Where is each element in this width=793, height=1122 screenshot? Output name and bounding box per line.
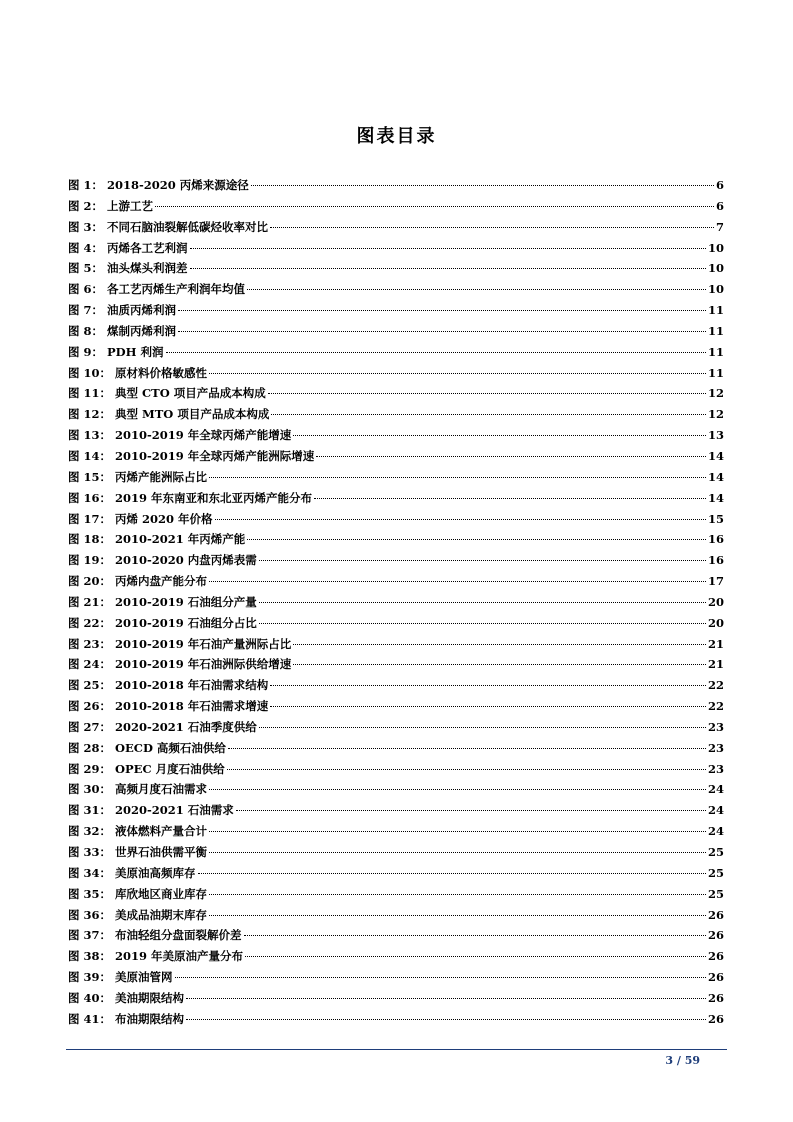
toc-figure-title: 丙烯 2020 年价格 bbox=[115, 511, 213, 526]
toc-page-number: 10 bbox=[707, 282, 724, 297]
toc-figure-number: 图 22： bbox=[68, 615, 112, 630]
toc-figure-number: 图 31： bbox=[68, 803, 112, 818]
toc-page-number: 10 bbox=[707, 240, 724, 255]
toc-dot-leader bbox=[215, 519, 706, 520]
toc-entry[interactable] bbox=[68, 552, 724, 573]
toc-dot-leader bbox=[259, 623, 706, 624]
toc-entry[interactable] bbox=[68, 802, 724, 823]
toc-page-number: 24 bbox=[707, 824, 724, 839]
toc-dot-leader bbox=[198, 873, 706, 874]
toc-figure-title: PDH 利润 bbox=[107, 344, 164, 359]
toc-figure-number: 图 19： bbox=[68, 553, 112, 568]
toc-dot-leader bbox=[190, 248, 706, 249]
toc-page-number: 23 bbox=[707, 719, 724, 734]
page-title: 图表目录 bbox=[356, 126, 437, 147]
toc-page-number: 12 bbox=[707, 386, 724, 401]
toc-figure-title: 不同石脑油裂解低碳烃收率对比 bbox=[107, 219, 269, 234]
toc-page-number: 11 bbox=[707, 344, 724, 359]
toc-figure-title: 2010-2019 石油组分产量 bbox=[115, 594, 257, 609]
toc-figure-number: 图 33： bbox=[68, 845, 112, 859]
toc-figure-number: 图 25： bbox=[68, 678, 112, 693]
toc-figure-number: 图 24： bbox=[68, 657, 112, 672]
toc-figure-number: 图 11： bbox=[68, 386, 112, 401]
toc-figure-title: 油质丙烯利润 bbox=[107, 303, 177, 318]
toc-figure-title: 2010-2018 年石油需求结构 bbox=[115, 678, 269, 693]
toc-dot-leader bbox=[209, 789, 706, 790]
toc-dot-leader bbox=[316, 456, 706, 457]
toc-entry[interactable] bbox=[68, 469, 724, 490]
toc-dot-leader bbox=[270, 227, 714, 228]
toc-dot-leader bbox=[209, 477, 706, 478]
toc-dot-leader bbox=[178, 310, 706, 311]
toc-figure-title: 丙烯内盘产能分布 bbox=[115, 574, 208, 589]
toc-figure-title: 2020-2021 石油季度供给 bbox=[115, 719, 257, 734]
toc-figure-title: 典型 CTO 项目产品成本构成 bbox=[115, 386, 266, 401]
toc-entry[interactable] bbox=[68, 886, 724, 907]
toc-entry[interactable] bbox=[68, 344, 724, 365]
toc-entry[interactable] bbox=[68, 656, 724, 677]
toc-figure-number: 图 1： bbox=[68, 178, 104, 192]
toc-figure-title: 美成品油期末库存 bbox=[115, 907, 208, 922]
toc-figure-number: 图 7： bbox=[68, 303, 104, 318]
toc-page-number: 20 bbox=[707, 615, 724, 630]
toc-figure-title: 美原油高频库存 bbox=[115, 865, 196, 880]
toc-dot-leader bbox=[209, 581, 706, 582]
toc-figure-title: 2020-2021 石油需求 bbox=[115, 803, 234, 818]
toc-dot-leader bbox=[293, 664, 706, 665]
toc-page-number: 22 bbox=[707, 699, 724, 714]
toc-figure-title: 2019 年美原油产量分布 bbox=[115, 949, 244, 964]
toc-page-number: 21 bbox=[707, 636, 724, 651]
toc-page-number: 11 bbox=[707, 323, 724, 338]
toc-figure-title: 高频月度石油需求 bbox=[115, 782, 208, 797]
toc-page-number: 14 bbox=[707, 448, 724, 463]
page-number: 3 / 59 bbox=[665, 1054, 700, 1067]
toc-dot-leader bbox=[271, 414, 706, 415]
toc-figure-number: 图 10： bbox=[68, 365, 112, 380]
toc-figure-number: 图 13： bbox=[68, 428, 112, 443]
toc-dot-leader bbox=[293, 644, 706, 645]
toc-figure-number: 图 5： bbox=[68, 261, 104, 276]
toc-entry[interactable] bbox=[68, 177, 724, 198]
toc-entry[interactable] bbox=[68, 969, 724, 990]
toc-entry[interactable] bbox=[68, 219, 724, 240]
toc-dot-leader bbox=[293, 435, 706, 436]
toc-page-number: 14 bbox=[707, 469, 724, 484]
toc-dot-leader bbox=[209, 831, 706, 832]
toc-page-number: 26 bbox=[707, 990, 724, 1005]
toc-entry[interactable] bbox=[68, 427, 724, 448]
toc-entry[interactable] bbox=[68, 698, 724, 719]
toc-page-number: 26 bbox=[707, 949, 724, 964]
toc-entry[interactable] bbox=[68, 365, 724, 386]
toc-figure-number: 图 37： bbox=[68, 928, 112, 943]
toc-entry[interactable] bbox=[68, 781, 724, 802]
toc-dot-leader bbox=[259, 727, 706, 728]
toc-figure-title: 煤制丙烯利润 bbox=[107, 323, 177, 338]
toc-page-number: 20 bbox=[707, 594, 724, 609]
toc-figure-number: 图 12： bbox=[68, 407, 112, 422]
toc-page-number: 16 bbox=[707, 553, 724, 568]
toc-page-number: 26 bbox=[707, 1011, 724, 1026]
toc-entry[interactable] bbox=[68, 240, 724, 261]
toc-dot-leader bbox=[247, 289, 706, 290]
toc-page-number: 11 bbox=[707, 303, 724, 318]
toc-page-number: 16 bbox=[707, 532, 724, 547]
toc-figure-title: 2010-2018 年石油需求增速 bbox=[115, 699, 269, 714]
toc-entry[interactable] bbox=[68, 844, 724, 865]
toc-figure-title: 各工艺丙烯生产利润年均值 bbox=[107, 282, 246, 297]
toc-figure-title: 美油期限结构 bbox=[115, 990, 185, 1005]
toc-figure-title: 上游工艺 bbox=[107, 198, 154, 213]
toc-dot-leader bbox=[314, 498, 706, 499]
toc-page-number: 7 bbox=[715, 219, 724, 234]
toc-page-number: 23 bbox=[707, 740, 724, 755]
toc-figure-number: 图 26： bbox=[68, 699, 112, 714]
toc-entry[interactable] bbox=[68, 740, 724, 761]
toc-entry[interactable] bbox=[68, 990, 724, 1011]
toc-figure-title: 油头煤头利润差 bbox=[107, 261, 188, 276]
toc-page-number: 25 bbox=[707, 886, 724, 901]
toc-entry[interactable] bbox=[68, 302, 724, 323]
toc-figure-number: 图 17： bbox=[68, 511, 112, 526]
toc-figure-number: 图 30： bbox=[68, 782, 112, 797]
toc-entry[interactable] bbox=[68, 573, 724, 594]
toc-dot-leader bbox=[268, 393, 706, 394]
toc-entry[interactable] bbox=[68, 594, 724, 615]
toc-page-number: 11 bbox=[707, 365, 724, 380]
toc-figure-title: 布油期限结构 bbox=[115, 1011, 185, 1026]
toc-dot-leader bbox=[209, 852, 706, 853]
toc-dot-leader bbox=[209, 373, 706, 374]
toc-figure-number: 图 41： bbox=[68, 1011, 112, 1026]
toc-figure-number: 图 35： bbox=[68, 886, 112, 901]
toc-dot-leader bbox=[155, 206, 714, 207]
toc-entry[interactable] bbox=[68, 406, 724, 427]
toc-dot-leader bbox=[259, 602, 706, 603]
toc-page-number: 25 bbox=[707, 865, 724, 880]
toc-figure-title: 液体燃料产量合计 bbox=[115, 824, 208, 839]
toc-page-number: 12 bbox=[707, 407, 724, 422]
toc-page-number: 23 bbox=[707, 761, 724, 776]
toc-page-number: 24 bbox=[707, 803, 724, 818]
toc-page-number: 24 bbox=[707, 782, 724, 797]
toc-figure-title: 2010-2020 内盘丙烯表需 bbox=[115, 553, 257, 568]
toc-dot-leader bbox=[244, 935, 706, 936]
toc-dot-leader bbox=[270, 706, 706, 707]
toc-figure-number: 图 2： bbox=[68, 198, 104, 213]
toc-entry[interactable] bbox=[68, 323, 724, 344]
toc-page-number: 26 bbox=[707, 928, 724, 943]
toc-entry[interactable] bbox=[68, 448, 724, 469]
toc-entry[interactable] bbox=[68, 385, 724, 406]
toc-entry[interactable] bbox=[68, 907, 724, 928]
toc-figure-number: 图 21： bbox=[68, 594, 112, 609]
toc-figure-title: 美原油管网 bbox=[115, 970, 173, 985]
toc-dot-leader bbox=[186, 998, 706, 999]
toc-figure-number: 图 27： bbox=[68, 719, 112, 734]
toc-dot-leader bbox=[227, 769, 706, 770]
toc-figure-number: 图 34： bbox=[68, 865, 112, 880]
toc-figure-number: 图 18： bbox=[68, 532, 112, 547]
toc-figure-number: 图 40： bbox=[68, 990, 112, 1005]
toc-dot-leader bbox=[175, 977, 706, 978]
toc-figure-number: 图 29： bbox=[68, 761, 112, 776]
toc-figure-title: 2018-2020 丙烯来源途径 bbox=[107, 178, 249, 192]
toc-dot-leader bbox=[190, 268, 706, 269]
toc-entry[interactable] bbox=[68, 615, 724, 636]
toc-figure-title: 2010-2019 年全球丙烯产能洲际增速 bbox=[115, 448, 315, 463]
toc-figure-title: 丙烯各工艺利润 bbox=[107, 240, 188, 255]
toc-entry[interactable] bbox=[68, 531, 724, 552]
toc-entry[interactable] bbox=[68, 281, 724, 302]
toc-figure-title: 布油轻组分盘面裂解价差 bbox=[115, 928, 242, 943]
toc-figure-title: 2010-2019 年全球丙烯产能增速 bbox=[115, 428, 292, 443]
toc-page-number: 14 bbox=[707, 490, 724, 505]
toc-figure-title: 原材料价格敏感性 bbox=[115, 365, 208, 380]
toc-figure-number: 图 15： bbox=[68, 469, 112, 484]
toc-figure-number: 图 28： bbox=[68, 740, 112, 755]
toc-page-number: 21 bbox=[707, 657, 724, 672]
toc-dot-leader bbox=[209, 894, 706, 895]
toc-figure-title: 丙烯产能洲际占比 bbox=[115, 469, 208, 484]
toc-figure-number: 图 14： bbox=[68, 448, 112, 463]
toc-entry[interactable] bbox=[68, 761, 724, 782]
toc-entry[interactable] bbox=[68, 198, 724, 219]
toc-page-number: 25 bbox=[707, 845, 724, 859]
toc-entry[interactable] bbox=[68, 865, 724, 886]
toc-entry[interactable] bbox=[68, 490, 724, 511]
toc-dot-leader bbox=[228, 748, 706, 749]
toc-page-number: 17 bbox=[707, 574, 724, 589]
toc-figure-title: 2010-2021 年丙烯产能 bbox=[115, 532, 246, 547]
toc-dot-leader bbox=[251, 185, 714, 186]
toc-figure-title: 2019 年东南亚和东北亚丙烯产能分布 bbox=[115, 490, 313, 505]
toc-page-number: 15 bbox=[707, 511, 724, 526]
toc-figure-title: OPEC 月度石油供给 bbox=[115, 761, 225, 776]
toc-entry[interactable] bbox=[68, 636, 724, 657]
toc-figure-title: 2010-2019 年石油产量洲际占比 bbox=[115, 636, 292, 651]
toc-figure-number: 图 8： bbox=[68, 323, 104, 338]
toc-figure-number: 图 39： bbox=[68, 970, 112, 985]
toc-dot-leader bbox=[166, 352, 706, 353]
toc-page-number: 13 bbox=[707, 428, 724, 443]
toc-figure-number: 图 20： bbox=[68, 574, 112, 589]
toc-entry[interactable] bbox=[68, 719, 724, 740]
toc-figure-number: 图 38： bbox=[68, 949, 112, 964]
toc-dot-leader bbox=[209, 915, 706, 916]
toc-entry[interactable] bbox=[68, 1011, 724, 1032]
toc-entry[interactable] bbox=[68, 511, 724, 532]
toc-page-number: 6 bbox=[715, 178, 724, 192]
toc-figure-title: 2010-2019 年石油洲际供给增速 bbox=[115, 657, 292, 672]
toc-entry[interactable] bbox=[68, 948, 724, 969]
toc-dot-leader bbox=[186, 1019, 706, 1020]
toc-dot-leader bbox=[247, 539, 706, 540]
toc-list bbox=[68, 177, 724, 1032]
toc-page-number: 22 bbox=[707, 678, 724, 693]
toc-dot-leader bbox=[259, 560, 706, 561]
toc-page-number: 10 bbox=[707, 261, 724, 276]
toc-figure-number: 图 6： bbox=[68, 282, 104, 297]
toc-page-number: 26 bbox=[707, 970, 724, 985]
toc-figure-title: OECD 高频石油供给 bbox=[115, 740, 226, 755]
toc-figure-title: 2010-2019 石油组分占比 bbox=[115, 615, 257, 630]
toc-page-number: 26 bbox=[707, 907, 724, 922]
toc-figure-number: 图 4： bbox=[68, 240, 104, 255]
toc-page-number: 6 bbox=[715, 198, 724, 213]
toc-figure-number: 图 32： bbox=[68, 824, 112, 839]
toc-figure-number: 图 3： bbox=[68, 219, 104, 234]
footer-divider bbox=[66, 1049, 727, 1050]
toc-figure-title: 典型 MTO 项目产品成本构成 bbox=[115, 407, 270, 422]
toc-dot-leader bbox=[236, 810, 706, 811]
toc-dot-leader bbox=[245, 956, 706, 957]
toc-dot-leader bbox=[270, 685, 706, 686]
toc-figure-number: 图 36： bbox=[68, 907, 112, 922]
toc-figure-number: 图 9： bbox=[68, 344, 104, 359]
toc-entry[interactable] bbox=[68, 927, 724, 948]
toc-entry[interactable] bbox=[68, 260, 724, 281]
toc-entry[interactable] bbox=[68, 677, 724, 698]
toc-figure-title: 库欣地区商业库存 bbox=[115, 886, 208, 901]
toc-figure-number: 图 23： bbox=[68, 636, 112, 651]
toc-entry[interactable] bbox=[68, 823, 724, 844]
toc-dot-leader bbox=[178, 331, 706, 332]
toc-figure-number: 图 16： bbox=[68, 490, 112, 505]
toc-figure-title: 世界石油供需平衡 bbox=[115, 845, 208, 859]
